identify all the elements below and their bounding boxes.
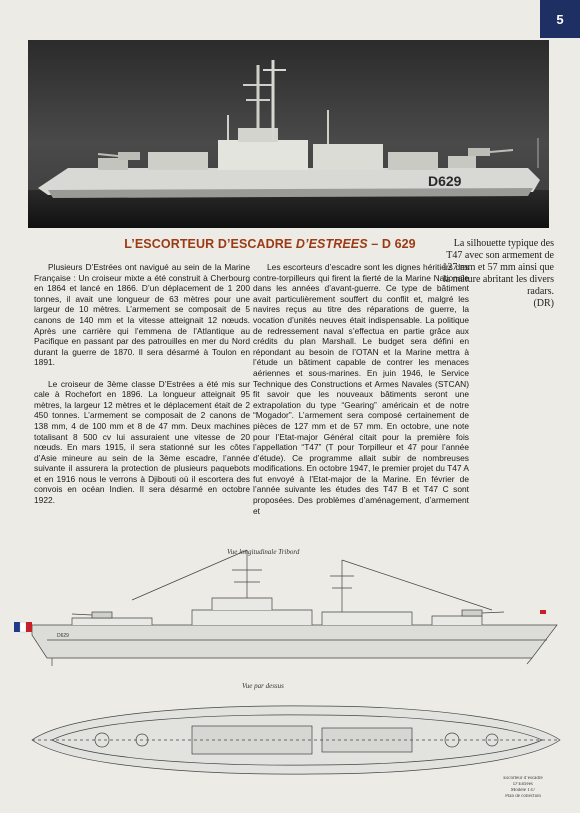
flag-icon xyxy=(20,622,26,632)
page-number: 5 xyxy=(556,11,564,27)
plan-stamp-line: D’Estrées xyxy=(513,782,533,787)
article-title-main: L’ESCORTEUR D’ESCADRE xyxy=(124,237,296,251)
flag-icon xyxy=(14,622,20,632)
ship-plan-drawing xyxy=(12,540,568,808)
paragraph: Plusieurs D’Estrées ont navigué au sein de la Marine Française : Un croiseur mixte a été construit à Cherbourg en 1864 et lancé en 1866. D’un déplacement de 1 200 tonnes, il avait une longueur de 63 mètres pour une largeur de 10 mètres. L’armement se composait de 5 canons de 140 mm et la vitesse atteignait 12 nœuds. Après une carrière qui l’emmena de l’Atlantique au Pacifique en passant par des patrouilles en mer du Nord durant la guerre de 1870. Il sera désarmé à Toulon en 1891. xyxy=(34,262,250,368)
ship-plan-svg xyxy=(12,540,568,808)
photo-caption-credit: (DR) xyxy=(533,298,554,309)
paragraph: Le croiseur de 3ème classe D’Estrées a été mis sur cale à Rochefort en 1896. La longueur atteignait 95 mètres, la largeur 12 mètres et le déplacement était de 2 450 tonnes. L’armement se composait de 2 canons de 138 mm, 4 de 100 mm et 8 de 47 mm. Deux machines totalisant 8 500 cv lui assuraient une vitesse de 20 nœuds. En mars 1915, il sera stationné sur les côtes d’Asie mineure au sein de la 3ème escadre, l’année suivante il assurera la protection de plusieurs paquebots et en 1916 nous le verrons à Djibouti où il escortera des convois en océan Indien. Il sera désarmé en octobre 1922. xyxy=(34,378,250,506)
photo-hull-number: D629 xyxy=(428,173,462,189)
paragraph: Les escorteurs d’escadre sont les dignes héritiers des contre-torpilleurs qui firent la fierté de la Marine Nationale dans les années d’avant-guerre. Ce type de bâtiment avait particulièrement souffert du conflit et, malgré les navires reçus au titre des réparations de guerre, la vocation d’unités neuves était indispensable. La politique de redressement naval s’effectua en partie grâce aux crédits du plan Marshall. Le budget sera défini en répondant au besoin de l’OTAN et la Marine mettra à l’étude un bâtiment capable de contrer les menaces aériennes et sous-marines. En juin 1946, le Service Technique des Constructions et Armes Navales (STCAN) fit savoir que les nouveaux bâtiments seront une extrapolation du type “Gearing” américain et de notre “Mogador”. L’armement sera composé certainement de pièces de 127 mm et de 57 mm. En octobre, une note pour l’Etat-major Général citait pour la première fois l’appellation “T47” (T pour Torpilleur et 47 pour l’année d’étude). Ce programme allait subir de nombreuses modifications. En octobre 1947, le premier projet du T47 A fut envoyé à l’Etat-major de la Marine. En février de l’année suivante les études des T47 B et T47 C sont proposées. Des problèmes d’aménagement, d’armement et xyxy=(253,262,469,516)
article-title xyxy=(90,237,450,251)
plan-stamp-line: Plan de collection xyxy=(505,794,541,799)
ship-photo-image xyxy=(28,40,549,228)
profile-hull-number: D629 xyxy=(57,633,69,639)
flag-icon xyxy=(26,622,32,632)
top-view xyxy=(32,706,560,774)
plan-stamp-line: Escorteur d’escadre xyxy=(503,776,543,781)
plan-stamp xyxy=(488,776,558,800)
top-view-label: Vue par dessus xyxy=(242,682,284,690)
page-number-tab xyxy=(540,0,580,38)
ship-photo xyxy=(28,40,549,228)
article-title-code: – D 629 xyxy=(367,237,416,251)
plan-stamp-line: Modèle T47 xyxy=(510,788,536,793)
profile-view xyxy=(32,550,557,666)
text-column-1 xyxy=(34,262,250,516)
text-column-2 xyxy=(253,262,469,527)
profile-view-label: Vue longitudinale Tribord xyxy=(227,548,300,556)
pennant-icon xyxy=(540,610,546,614)
article-title-ship: D’ESTREES xyxy=(295,237,368,251)
photo-caption-text: La silhouette typique des T47 avec son armement de 127 mm et 57 mm ainsi que la mâture abritant les divers radars. xyxy=(442,238,554,297)
